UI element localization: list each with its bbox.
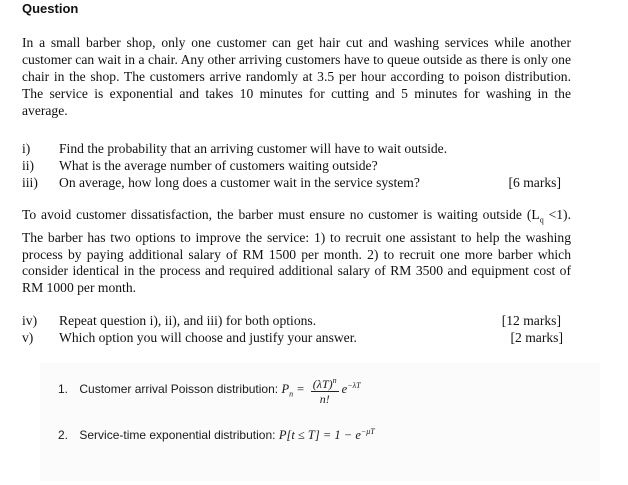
question-item-iv — [22, 313, 571, 330]
question-number: i) — [22, 141, 31, 156]
question-number: v) — [22, 330, 34, 345]
question-text: Find the probability that an arriving customer will have to wait outside. — [59, 141, 448, 156]
question-marks: [2 marks] — [510, 330, 563, 345]
question-item-iii — [22, 175, 571, 192]
improvement-paragraph — [22, 207, 571, 297]
formula-label: Customer arrival Poisson distribution: — [79, 381, 279, 396]
question-number: ii) — [22, 158, 35, 173]
question-heading: Question — [22, 1, 79, 16]
formula-expression: P[t ≤ T] = 1 − e — [278, 428, 361, 443]
formula-lhs: P — [281, 381, 290, 396]
question-item-i — [22, 141, 571, 158]
exp-base: e — [341, 381, 348, 396]
formula-label: Service-time exponential distribution: — [79, 428, 276, 443]
formula-exponential — [58, 427, 375, 443]
question-text: Which option you will choose and justify your answer. — [59, 330, 357, 345]
numerator-text: (λT) — [312, 377, 333, 391]
formula-reference-box — [40, 363, 600, 481]
question-marks: [12 marks] — [501, 313, 561, 328]
formula-poisson — [58, 374, 361, 406]
question-item-ii — [22, 158, 571, 175]
numerator-superscript: n — [332, 376, 337, 385]
fraction-denominator: n! — [319, 392, 330, 406]
exp-superscript: −λT — [347, 380, 361, 390]
question-text: On average, how long does a customer wait in the service system? — [59, 175, 420, 190]
paragraph-text-continued: <1). The barber has two options to improve the service: 1) to recruit one assistant to help the washing process by paying additional salary of RM 1500 per month. 2) to recruit one more barber which consider identical in the process and required additional salary of RM 3500 and equipment cost of RM 1000 per month. — [22, 207, 571, 296]
question-text: Repeat question i), ii), and iii) for both options. — [59, 313, 317, 328]
question-marks: [6 marks] — [508, 175, 561, 190]
formula-number: 2. — [58, 428, 69, 443]
exp-superscript: −μT — [360, 427, 375, 436]
formula-lhs-subscript: n — [289, 389, 294, 399]
problem-paragraph: In a small barber shop, only one customer can get hair cut and washing services while another customer can wait in a chair. Any other arriving customers have to queue outside as there is only one chair in the shop. The customers arrive randomly at 3.5 per hour according to poison distribution. The service is exponential and takes 10 minutes for cutting and 5 minutes for washing in the average. — [22, 35, 571, 118]
formula-number: 1. — [58, 381, 69, 396]
question-number: iii) — [22, 175, 38, 190]
fraction-numerator — [311, 374, 339, 392]
poisson-formula: $P_n$ = $\frac{(\lambda T)^n}{n!}$ $e^{-\lambda T}$ — [281, 376, 361, 406]
exponential-formula — [279, 428, 375, 442]
lq-subscript: q — [539, 215, 544, 225]
question-text: What is the average number of customers waiting outside? — [59, 158, 378, 173]
poisson-fraction — [311, 374, 339, 406]
question-number: iv) — [22, 313, 38, 328]
paragraph-text: To avoid customer dissatisfaction, the barber must ensure no customer is waiting outside (L — [22, 207, 540, 222]
question-item-v — [22, 330, 571, 347]
